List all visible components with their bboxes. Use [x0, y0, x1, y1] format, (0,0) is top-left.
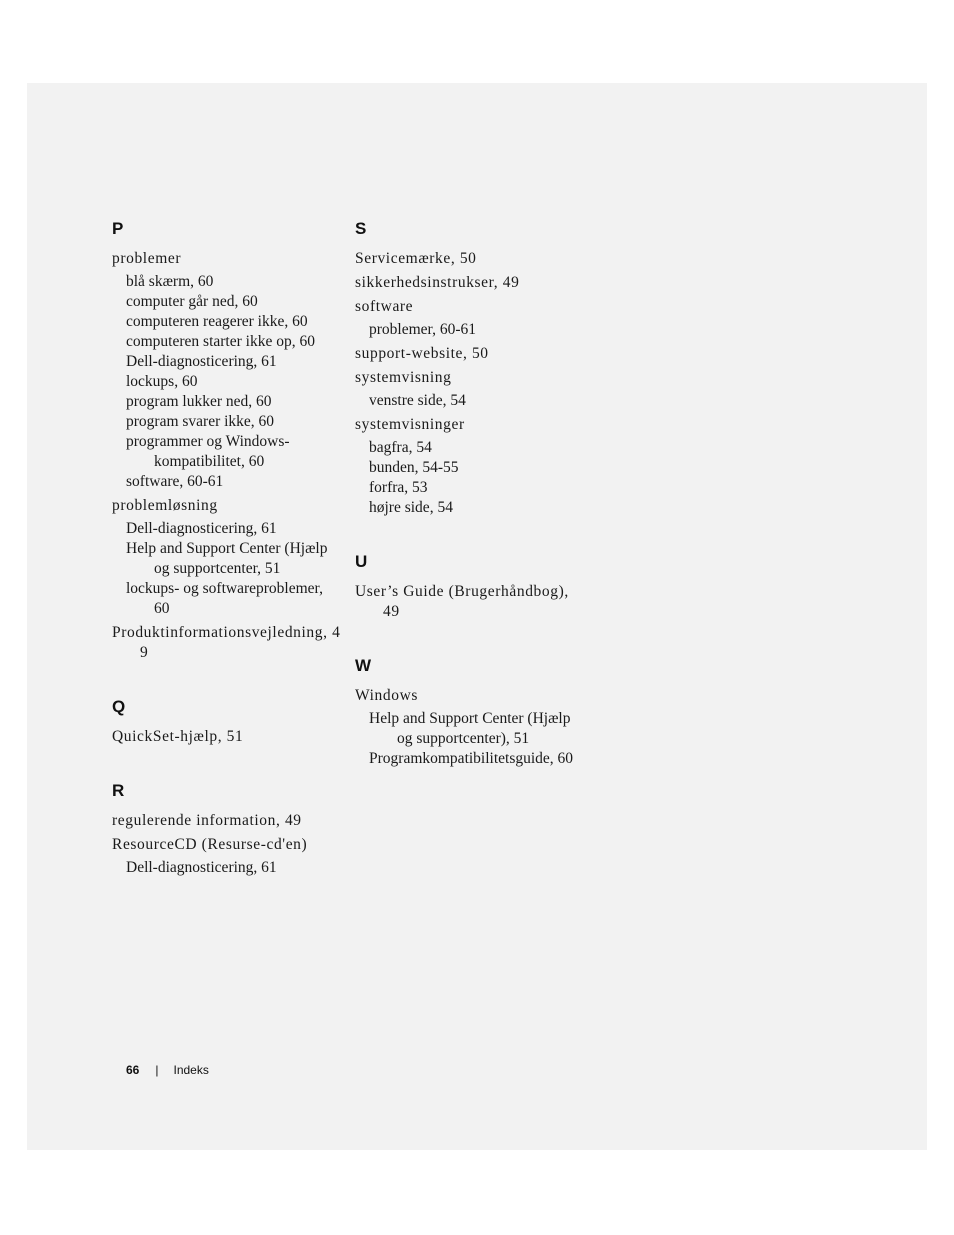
index-entry: [112, 811, 342, 831]
index-subterm: venstre side, 54: [369, 392, 466, 409]
index-page: [27, 83, 927, 1150]
section-letter: P: [112, 219, 124, 238]
index-subterm: blå skærm, 60: [126, 273, 214, 290]
index-main-term: Windows: [355, 687, 418, 704]
index-subterm: Dell-diagnosticering, 61: [126, 353, 277, 370]
index-subterm: lockups- og softwareproblemer, 60: [126, 580, 323, 617]
index-subterm: computeren reagerer ikke, 60: [126, 313, 308, 330]
index-section-w: [355, 656, 605, 769]
index-main-term: User’s Guide (Brugerhåndbog), 49: [355, 583, 569, 620]
index-entry: [112, 835, 342, 878]
index-main-term: Produktinformationsvejledning, 49: [112, 624, 341, 661]
footer-section-title: Indeks: [173, 1063, 209, 1077]
index-main-term: sikkerhedsinstrukser, 49: [355, 274, 520, 291]
index-main-term: systemvisninger: [355, 416, 465, 433]
index-subterm: Dell-diagnosticering, 61: [126, 520, 277, 537]
index-subterm: Programkompatibilitetsguide, 60: [369, 750, 574, 767]
index-entry: [355, 368, 605, 411]
index-entry: [355, 415, 605, 518]
index-main-term: regulerende information, 49: [112, 812, 302, 829]
index-subterm: højre side, 54: [369, 499, 453, 516]
index-entry: [355, 249, 605, 269]
index-section-r: [112, 781, 342, 878]
index-subterm: forfra, 53: [369, 479, 428, 496]
index-main-term: problemløsning: [112, 497, 218, 514]
index-subterm: software, 60-61: [126, 473, 224, 490]
index-entry: [355, 297, 605, 340]
index-subterm: bagfra, 54: [369, 439, 432, 456]
index-section-s: [355, 219, 605, 518]
page-footer: [126, 1063, 209, 1077]
footer-separator: |: [155, 1063, 159, 1077]
index-section-u: [355, 552, 605, 622]
index-entry: [112, 249, 342, 492]
index-column-left: [112, 219, 342, 912]
index-entry: [355, 273, 605, 293]
index-main-term: systemvisning: [355, 369, 452, 386]
index-section-q: [112, 697, 342, 747]
section-letter: U: [355, 552, 368, 571]
section-letter: Q: [112, 697, 126, 716]
section-letter: R: [112, 781, 125, 800]
index-column-right: [355, 219, 605, 803]
index-subterm: problemer, 60-61: [369, 321, 476, 338]
section-letter: W: [355, 656, 372, 675]
index-subterm: lockups, 60: [126, 373, 198, 390]
index-subterm: Help and Support Center (Hjælp og supportcenter, 51: [126, 540, 328, 577]
index-main-term: Servicemærke, 50: [355, 250, 477, 267]
index-main-term: QuickSet-hjælp, 51: [112, 728, 244, 745]
section-letter: S: [355, 219, 367, 238]
index-subterm: programmer og Windows-kompatibilitet, 60: [126, 433, 290, 470]
page-number: 66: [126, 1063, 140, 1077]
index-subterm: bunden, 54-55: [369, 459, 459, 476]
index-main-term: support-website, 50: [355, 345, 489, 362]
index-entry: [112, 623, 342, 663]
index-subterm: Help and Support Center (Hjælp og supportcenter), 51: [369, 710, 571, 747]
index-entry: [112, 727, 342, 747]
index-subterm: computer går ned, 60: [126, 293, 258, 310]
index-entry: [355, 582, 605, 622]
index-main-term: problemer: [112, 250, 182, 267]
index-entry: [355, 686, 605, 769]
index-section-p: [112, 219, 342, 663]
index-subterm: Dell-diagnosticering, 61: [126, 859, 277, 876]
index-main-term: ResourceCD (Resurse-cd'en): [112, 836, 308, 853]
index-subterm: program lukker ned, 60: [126, 393, 272, 410]
index-entry: [355, 344, 605, 364]
index-entry: [112, 496, 342, 619]
index-subterm: computeren starter ikke op, 60: [126, 333, 315, 350]
index-main-term: software: [355, 298, 414, 315]
index-subterm: program svarer ikke, 60: [126, 413, 275, 430]
